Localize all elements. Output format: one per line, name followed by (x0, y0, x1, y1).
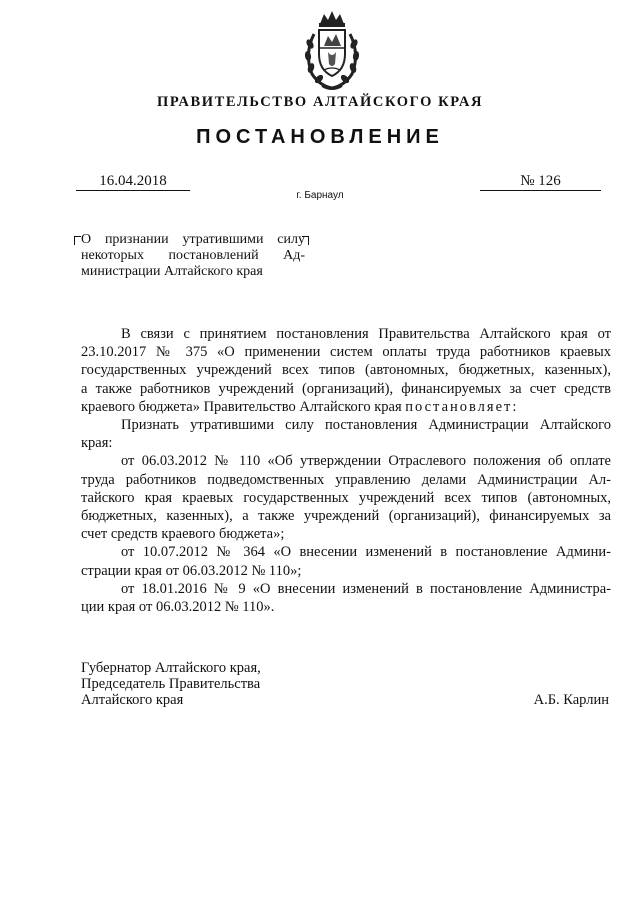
body-line: В связи с принятием постановления Правительства Алтайского края от (121, 326, 611, 342)
document-body (81, 325, 611, 616)
resolution-keyword: постановляет: (405, 398, 519, 415)
subject-block (81, 232, 305, 280)
body-line (81, 398, 611, 416)
signer-position-line: Председатель Правительства (81, 676, 261, 692)
body-line: Признать утратившими силу постановления Администрации Алтайского (121, 417, 611, 434)
subject-line: некоторых постановлений Ад- (81, 248, 305, 263)
document-type-title: ПОСТАНОВЛЕНИЕ (196, 126, 444, 148)
body-line: 23.10.2017 № 375 «О применении систем оплаты труда работников краевых (81, 344, 611, 361)
body-line: от 18.01.2016 № 9 «О внесении изменений в постановление Администра- (121, 580, 611, 597)
body-line: труда работников подведомственных управлению делами Администрации Ал- (81, 471, 611, 488)
body-line-text: краевого бюджета» Правительство Алтайского края (81, 398, 402, 415)
coat-of-arms-emblem (300, 8, 364, 92)
body-line: страции края от 06.03.2012 № 110»; (81, 562, 302, 579)
body-line: бюджетных, казенных), а также учреждений (организаций), финансируемых за (81, 508, 611, 525)
document-number: № 126 (480, 172, 601, 191)
signer-position-line: Губернатор Алтайского края, (81, 660, 261, 676)
document-date: 16.04.2018 (76, 172, 190, 191)
body-line: края: (81, 435, 113, 452)
body-line: от 06.03.2012 № 110 «Об утверждении Отраслевого положения об оплате (121, 453, 611, 470)
body-line: счет средств краевого бюджета»; (81, 526, 285, 543)
body-line: от 10.07.2012 № 364 «О внесении изменений в постановление Админи- (121, 544, 611, 561)
subject-corner-left-mark (74, 236, 81, 245)
body-line: государственных учреждений всех типов (автономных, бюджетных, казенных), (81, 362, 611, 379)
signer-position-line: Алтайского края (81, 692, 184, 708)
signer-position (81, 660, 261, 708)
organization-title: ПРАВИТЕЛЬСТВО АЛТАЙСКОГО КРАЯ (156, 94, 484, 110)
subject-line: О признании утратившими силу (81, 232, 305, 247)
body-line: ции края от 06.03.2012 № 110». (81, 599, 275, 616)
document-city: г. Барнаул (296, 190, 344, 201)
subject-line: министрации Алтайского края (81, 264, 263, 279)
body-line: а также работников учреждений (организаций), финансируемых за счет средств (81, 380, 611, 397)
body-line: тайского края краевых государственных учреждений всех типов (автономных, (81, 489, 611, 506)
signer-name: А.Б. Карлин (533, 692, 609, 708)
